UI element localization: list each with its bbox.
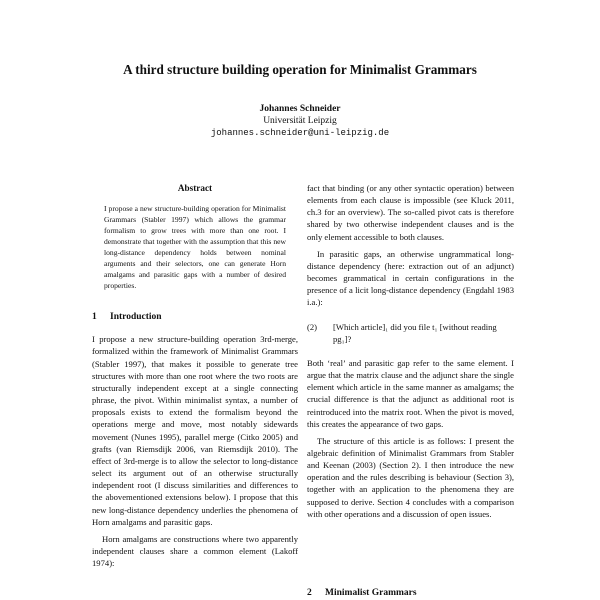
author-affiliation: Universität Leipzig xyxy=(263,116,337,126)
author-email[interactable]: johannes.schneider@uni-leipzig.de xyxy=(210,128,390,138)
abstract-heading: Abstract xyxy=(177,183,213,193)
intro-paragraph-5: Both ‘real’ and parasitic gap refer to the same element. I argue that the matrix clause and the adjunct share the single element which article in the same manner as amalgams; the crucial difference is that the adjunct as additional root is reintroduced into the matrix root. When the pivot is moved, this creates the appearance of two gaps. xyxy=(307,357,514,429)
section-1-heading xyxy=(92,311,298,323)
section-2-title: Minimalist Grammars xyxy=(325,588,417,598)
right-column xyxy=(307,182,514,520)
intro-paragraph-6: The structure of this article is as follows: I present the algebraic definition of Minimalist Grammars from Stabler and Keenan (2003) (Section 2). I then introduce the new operation and the rules describing is behaviour (Section 3), together with an application to the phenomena they are supposed to derive. Section 4 concludes with a comparison with other operations and a discussion of open issues. xyxy=(307,435,514,519)
intro-paragraph-4: In parasitic gaps, an otherwise ungrammatical long-distance dependency (here: extraction out of an adjunct) becomes grammatical in certain configurations in the presence of a licit long-distance dependency (Engdahl 1983 i.a.): xyxy=(307,248,514,308)
intro-paragraph-2: Horn amalgams are constructions where two apparently independent clauses share a common element (Lakoff 1974): xyxy=(92,533,298,569)
example-2 xyxy=(307,321,514,345)
section-1-title: Introduction xyxy=(110,312,162,323)
intro-paragraph-3: fact that binding (or any other syntactic operation) between elements from each clause is impossible (see Kluck 2011, ch.3 for an overview). The so-called pivot cats is therefore shared by two otherwise independent clauses and is the only element accessible to both clauses. xyxy=(307,183,514,242)
example-text: [Which article]₁ did you file t₁ [without reading pg₁]? xyxy=(333,321,497,344)
paper-title: A third structure building operation for Minimalist Grammars xyxy=(123,62,477,77)
section-1-number: 1 xyxy=(92,312,97,323)
section-2-heading xyxy=(307,588,417,598)
abstract-text: I propose a new structure-building operation for Minimalist Grammars (Stabler 1997) which allows the grammar formalism to grow trees with more than one root. I demonstrate that together with the assumption that this new long-distance dependency holds between nominal arguments and their selectors, one can generate Horn amalgams and parasitic gaps with a number of desired properties. xyxy=(104,204,286,291)
author-name: Johannes Schneider xyxy=(259,104,341,114)
left-column xyxy=(92,182,298,569)
intro-paragraph-1: I propose a new structure-building operation 3rd-merge, formalized within the framework of Minimalist Grammars (Stabler 1997), that makes it possible to generate tree structures with more than one root where the two roots are structurally independent except at a single connecting phrase, the pivot. Within minimalist syntax, a number of proposals exists to extend the formalism beyond the operations merge and move, most notably sidewards movement (Nunes 1995), parallel merge (Citko 2005) and grafts (van Riemsdijk 2006, van Riemsdijk 2010). The effect of 3rd-merge is to allow the selector to long-distance select its argument out of an otherwise structurally independent root (I discuss similarities and differences to the abovementioned extensions below). I propose that this new long-distance dependency underlies the phenomena of Horn amalgams and parasitic gaps. xyxy=(92,334,298,527)
example-number: (2) xyxy=(307,321,318,332)
section-2-number: 2 xyxy=(307,588,312,598)
